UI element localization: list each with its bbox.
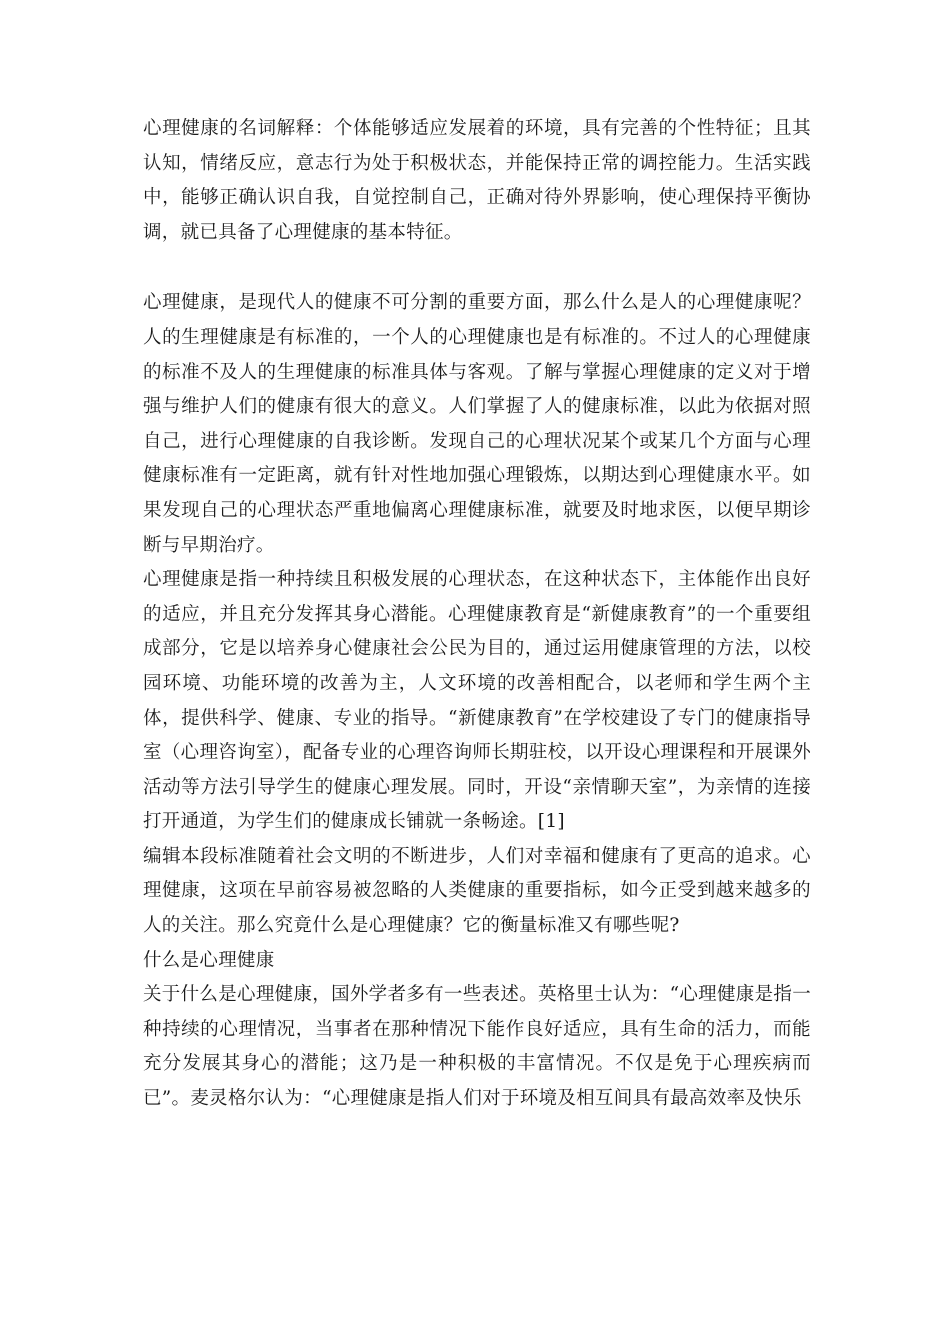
paragraph-importance: 心理健康，是现代人的健康不可分割的重要方面，那么什么是人的心理健康呢？人的生理健康是有标准的，一个人的心理健康也是有标准的。不过人的心理健康的标准不及人的生理健康的标准具体与客观。了解与掌握心理健康的定义对于增强与维护人们的健康有很大的意义。人们掌握了人的健康标准，以此为依据对照自己，进行心理健康的自我诊断。发现自己的心理状况某个或某几个方面与心理健康标准有一定距离，就有针对性地加强心理锻炼，以期达到心理健康水平。如果发现自己的心理状态严重地偏离心理健康标准，就要及时地求医，以便早期诊断与早期治疗。: [143, 292, 811, 556]
document-page: [143, 112, 811, 1117]
paragraph-definition: 心理健康的名词解释：个体能够适应发展着的环境，具有完善的个性特征；且其认知，情绪反应，意志行为处于积极状态，并能保持正常的调控能力。生活实践中，能够正确认识自我，自觉控制自己，正确对待外界影响，使心理保持平衡协调，就已具备了心理健康的基本特征。: [143, 118, 811, 243]
section-heading: 什么是心理健康: [143, 949, 275, 971]
paragraph-gap: [143, 250, 811, 286]
paragraph-education: 心理健康是指一种持续且积极发展的心理状态，在这种状态下，主体能作出良好的适应，并且充分发挥其身心潜能。心理健康教育是“新健康教育”的一个重要组成部分，它是以培养身心健康社会公民为目的，通过运用健康管理的方法，以校园环境、功能环境的改善为主，人文环境的改善相配合，以老师和学生两个主体，提供科学、健康、专业的指导。“新健康教育”在学校建设了专门的健康指导室（心理咨询室），配备专业的心理咨询师长期驻校，以开设心理课程和开展课外活动等方法引导学生的健康心理发展。同时，开设“亲情聊天室”，为亲情的连接打开通道，为学生们的健康成长铺就一条畅途。[1]: [143, 569, 811, 833]
paragraph-scholars: 关于什么是心理健康，国外学者多有一些表述。英格里士认为：“心理健康是指一种持续的心理情况，当事者在那种情况下能作良好适应，具有生命的活力，而能充分发展其身心的潜能；这乃是一种积极的丰富情况。不仅是免于心理疾病而已”。麦灵格尔认为：“心理健康是指人们对于环境及相互间具有最高效率及快乐: [143, 984, 811, 1110]
paragraph-standards: 编辑本段标准随着社会文明的不断进步，人们对幸福和健康有了更高的追求。心理健康，这项在早前容易被忽略的人类健康的重要指标，如今正受到越来越多的人的关注。那么究竟什么是心理健康？它的衡量标准又有哪些呢?: [143, 845, 811, 937]
